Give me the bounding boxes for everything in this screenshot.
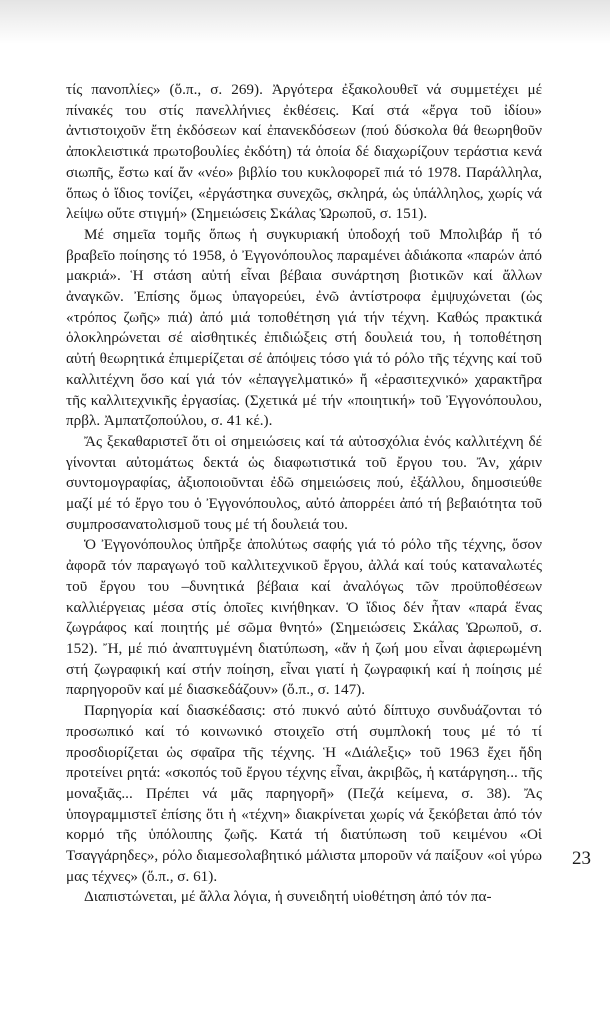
paragraph-3: Ἄς ξεκαθαριστεῖ ὅτι οἱ σημειώσεις καί τά αὐτοσχόλια ἑνός καλλιτέχνη δέ γίνονται αὐτομάτως δεκτά ὡς διαφωτιστικά τοῦ ἔργου του. Ἄν, χάριν συντομογραφίας, ἀξιοποιοῦνται ἐδῶ σημειώσεις πού, ἐξάλλου, δημοσιεύθε μαζί μέ τό ἔργο του ὁ Ἐγγονόπουλος, αὐτό ἀπορρέει ἀπό τή βεβαιότητα τοῦ συμπροσανατολισμοῦ τους μέ τή δουλειά του. xyxy=(66,432,542,533)
page-number: 23 xyxy=(572,848,591,869)
paragraph-6: Διαπιστώνεται, μέ ἄλλα λόγια, ἡ συνειδητή υἱοθέτηση ἀπό τόν πα- xyxy=(84,888,492,906)
paragraph-5: Παρηγορία καί διασκέδασις: στό πυκνό αὐτό δίπτυχο συνδυάζονται τό προσωπικό καί τό κοινωνικό στοιχεῖο στή συμπλοκή τους μέ τό τί προσδιορίζεται ὡς σφαῖρα τῆς τέχνης. Ἡ «Διάλεξις» τοῦ 1963 ἔχει ἤδη προτείνει ρητά: «σκοπός τοῦ ἔργου τέχνης εἶναι, ἀκριβῶς, ἡ κατάργηση... τῆς μοναξιᾶς... Πρέπει νά μᾶς παρηγορῆ» (Πεζά κείμενα, σ. 38). Ἄς ὑπογραμμιστεῖ ἐπίσης ὅτι ἡ «τέχνη» διακρίνεται χωρίς νά ξεκόβεται ἀπό τόν κορμό τῆς ὑπόλοιπης ζωῆς. Κατά τή διατύπωση τοῦ κειμένου «Οἱ Τσαγγάρηδες», ρόλο διαμεσολαβητικό μάλιστα μποροῦν νά παίξουν «οἱ γύρω μας τέχνες» (ὅ.π., σ. 61). xyxy=(66,702,542,885)
paragraph-2: Μέ σημεῖα τομῆς ὅπως ἡ συγκυριακή ὑποδοχή τοῦ Μπολιβάρ ἤ τό βραβεῖο ποίησης τό 1958, ὁ Ἐγγονόπουλος παραμένει ἀδιάκοπα «παρών ἀπό μακριά». Ἡ στάση αὐτή εἶναι βέβαια συνάρτηση βιοτικῶν καί ἄλλων ἀναγκῶν. Ἐπίσης ὅμως ὑπαγορεύει, ἐνῶ ἀντίστροφα ἐμψυχώνεται (ὡς «τρόπος ζωῆς» πιά) ἀπό μιά τοποθέτηση γιά τήν τέχνη. Καθώς πρακτικά ὁλοκληρώνεται σέ αἰσθητικές ἐπιδιώξεις στή δουλειά του, ἡ τοποθέτηση αὐτή θεωρητικά ἐπιμερίζεται σέ ἀπόψεις τόσο γιά τό ρόλο τῆς τέχνης καί τοῦ καλλιτέχνη ὅσο καί γιά τόν «ἐπαγγελματικό» ἤ «ἐρασιτεχνικό» χαρακτῆρα τῆς καλλιτεχνικῆς ἐργασίας. (Σχετικά μέ τήν «ποιητική» τοῦ Ἐγγονόπουλου, πρβλ. Ἀμπατζοπούλου, σ. 41 κέ.). xyxy=(66,225,542,430)
scan-top-shadow xyxy=(0,0,610,44)
body-text xyxy=(66,80,542,908)
paragraph-1: τίς πανοπλίες» (ὅ.π., σ. 269). Ἀργότερα ἐξακολουθεῖ νά συμμετέχει μέ πίνακές του στίς πανελλήνιες ἐκθέσεις. Καί στά «ἔργα τοῦ ἰδίου» ἀντιστοιχοῦν ἔτη ἐκδόσεων καί ἐπανεκδόσεων (πού δύσκολα θά θεωρηθοῦν ἀποκλειστικά πρωτοβουλίες ἐκδότη) τά ὁποία δέ διαχωρίζουν τεράστια κενά σιωπῆς, ἔστω καί ἄν «νέο» βιβλίο του κυκλοφορεῖ πιά τό 1978. Παράλληλα, ὅπως ὁ ἴδιος τονίζει, «ἐργάστηκα συνεχῶς, σκληρά, ὡς ὑπάλληλος, χωρίς νά λείψω οὔτε στιγμή» (Σημειώσεις Σκάλας Ὠρωποῦ, σ. 151). xyxy=(66,81,542,223)
paragraph-4: Ὁ Ἐγγονόπουλος ὑπῆρξε ἀπολύτως σαφής γιά τό ρόλο τῆς τέχνης, ὅσον ἀφορᾶ τόν παραγωγό τοῦ καλλιτεχνικοῦ ἔργου, ἀλλά καί τούς καταναλωτές τοῦ ἔργου του –δυνητικά βέβαια καί ἀναλόγως τῶν προϋποθέσεων καλλιέργειας μέσα στίς ὁποῖες κινήθηκαν. Ὁ ἴδιος δέν ἦταν «παρά ἕνας ζωγράφος καί ποιητής μέ σῶμα θνητό» (Σημειώσεις Σκάλας Ὠρωποῦ, σ. 152). Ἤ, μέ πιό ἀναπτυγμένη διατύπωση, «ἄν ἡ ζωή μου εἶναι ἀφιερωμένη στή ζωγραφική καί στήν ποίηση, εἶναι γιατί ἡ ζωγραφική καί ἡ ποίησις μέ παρηγοροῦν καί μέ διασκεδάζουν» (ὅ.π., σ. 147). xyxy=(66,536,542,699)
